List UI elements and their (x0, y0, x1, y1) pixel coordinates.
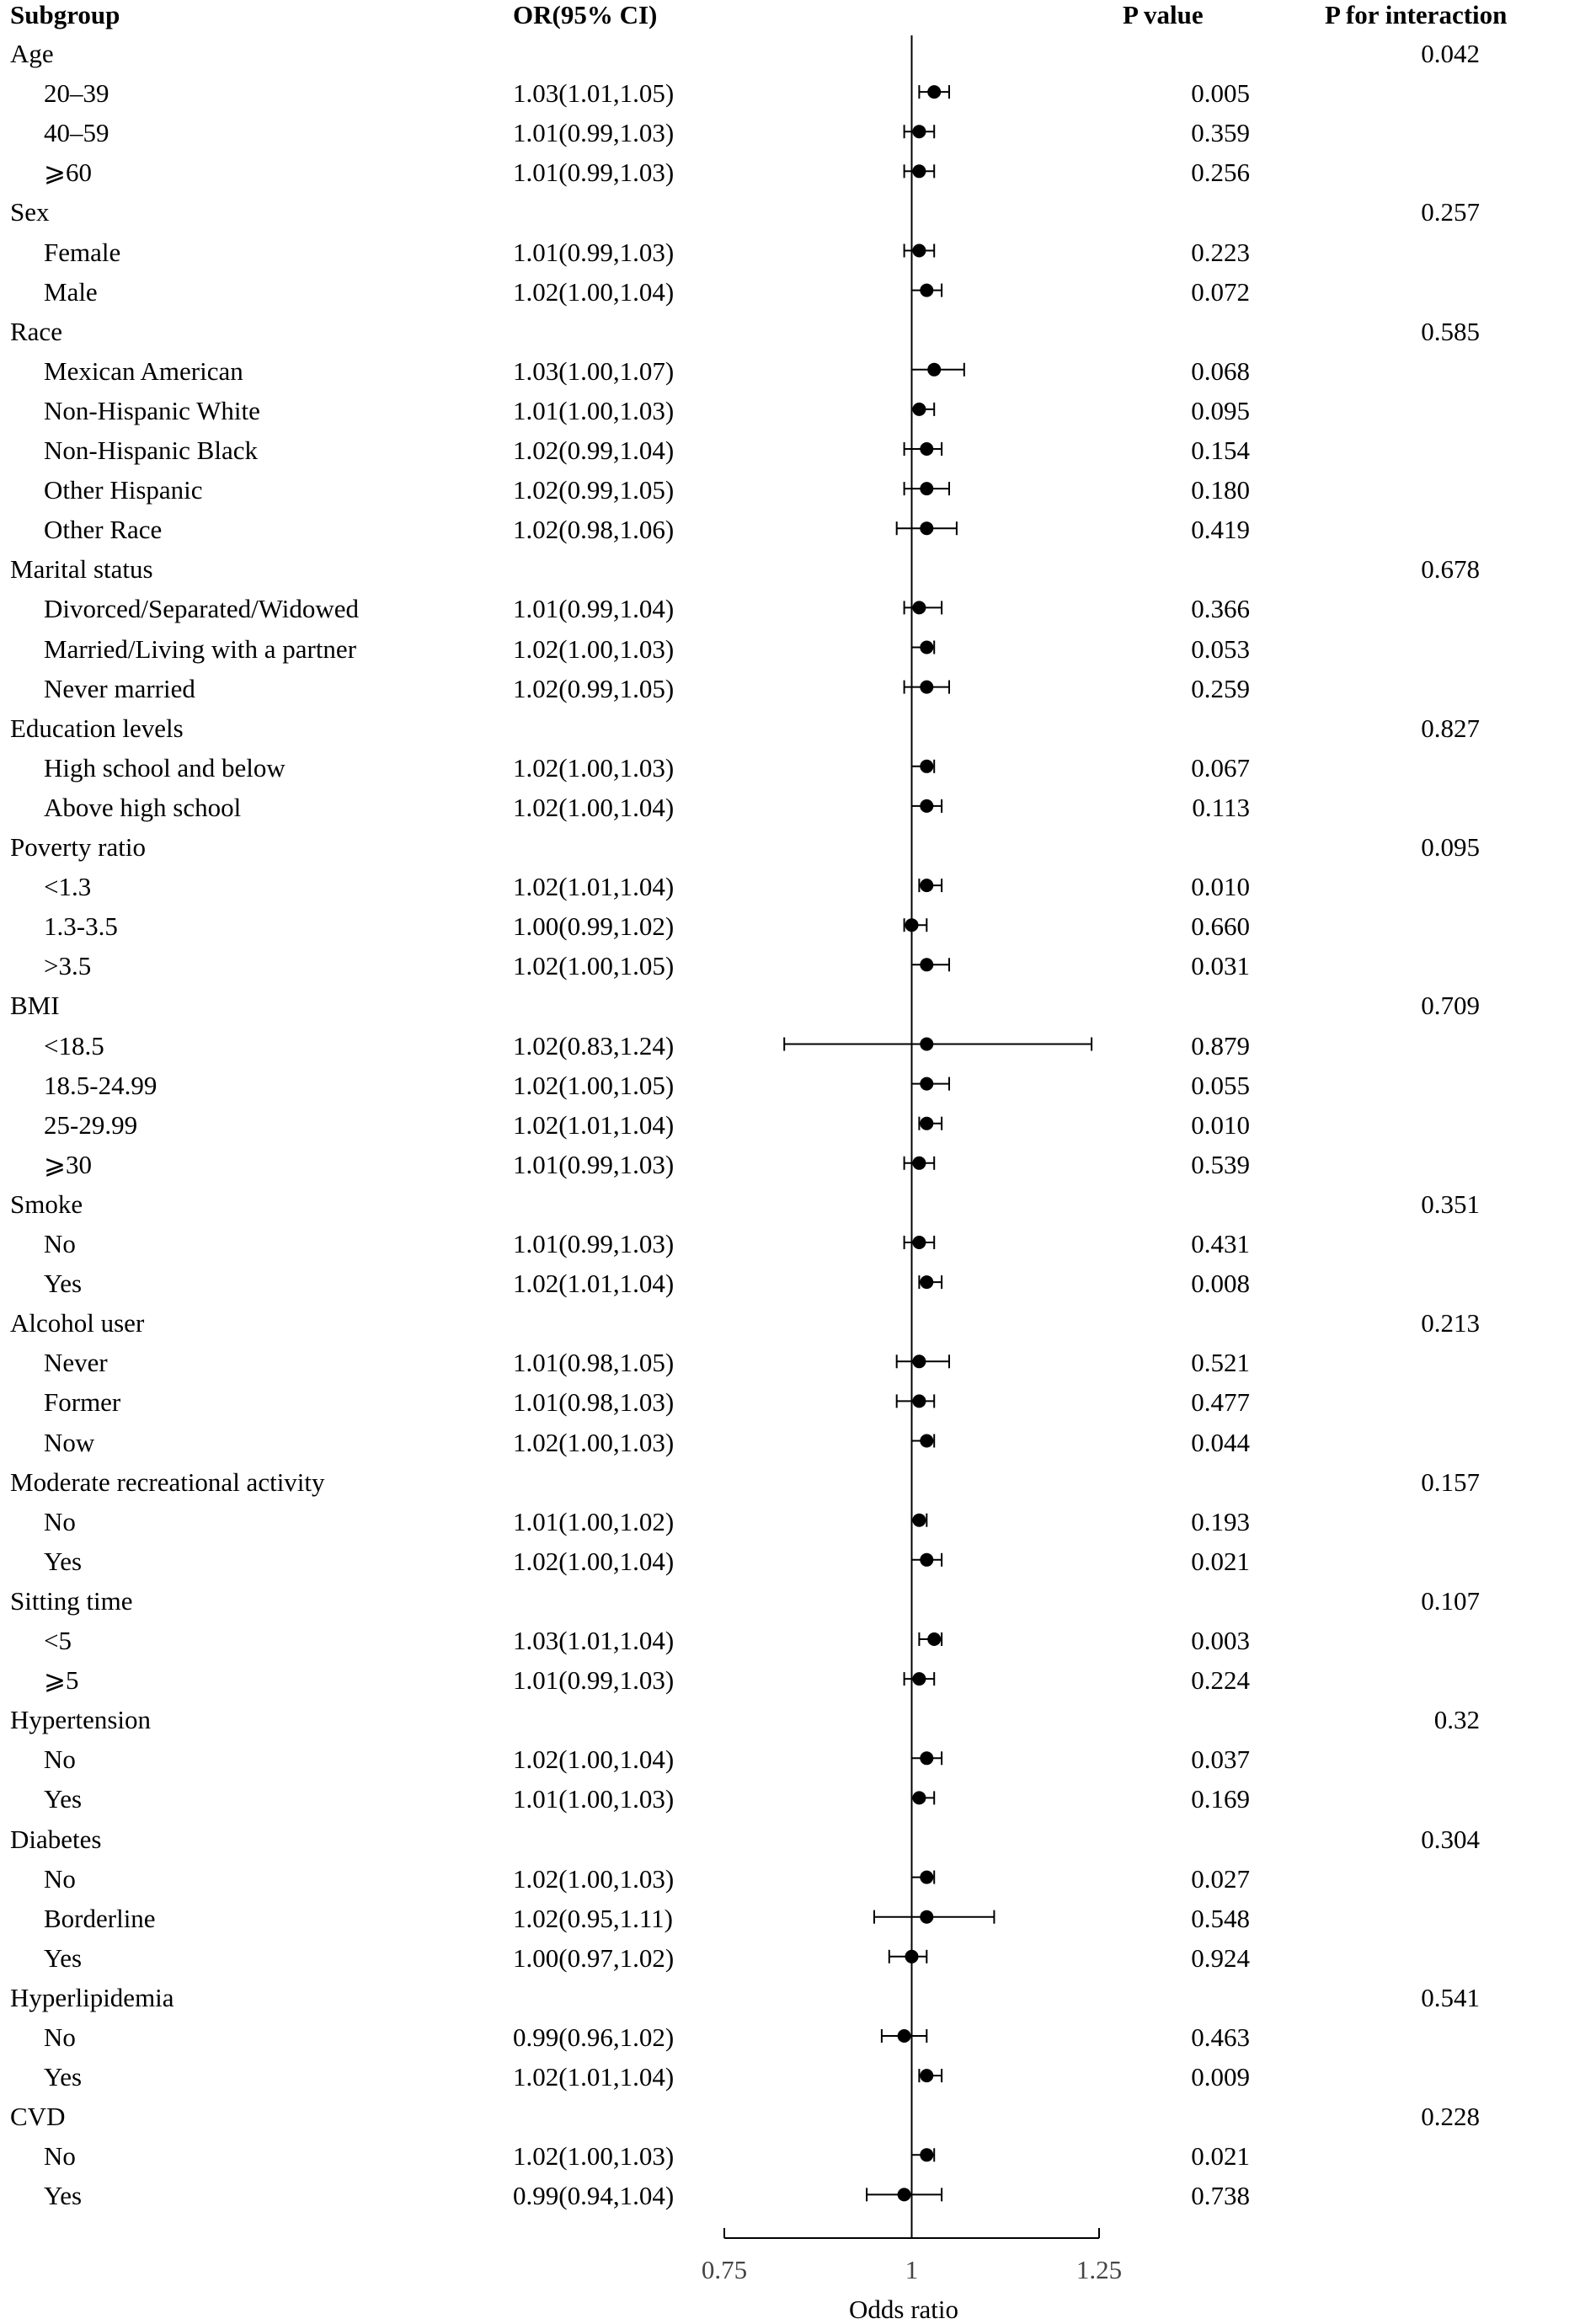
point-estimate (920, 879, 933, 892)
p-interaction-value: 0.042 (1421, 39, 1480, 68)
p-interaction-value: 0.541 (1421, 1982, 1480, 2012)
subgroup-label: Female (44, 237, 121, 267)
point-estimate (920, 760, 933, 773)
or-ci-text: 1.02(1.01,1.04) (513, 2062, 675, 2092)
group-label: Moderate recreational activity (10, 1467, 325, 1497)
p-value-text: 0.924 (1191, 1942, 1250, 1973)
subgroup-label: Married/Living with a partner (44, 633, 357, 664)
or-ci-text: 1.02(1.01,1.04) (513, 1109, 675, 1140)
point-estimate (920, 521, 933, 535)
point-estimate (912, 244, 926, 258)
group-label: Sitting time (10, 1585, 133, 1616)
p-value-text: 0.027 (1191, 1863, 1250, 1894)
or-ci-text: 1.02(0.99,1.05) (513, 673, 675, 703)
or-ci-text: 1.02(1.00,1.05) (513, 1070, 675, 1100)
p-interaction-value: 0.107 (1421, 1585, 1480, 1616)
header-p-value: P value (1123, 0, 1204, 29)
subgroup-label: Never married (44, 673, 195, 703)
p-interaction-value: 0.351 (1421, 1189, 1480, 1219)
subgroup-label: Yes (44, 1784, 83, 1814)
p-value-text: 0.259 (1191, 673, 1250, 703)
subgroup-label: 40–59 (44, 118, 109, 148)
subgroup-label: Borderline (44, 1903, 156, 1933)
p-value-text: 0.224 (1191, 1665, 1250, 1696)
p-value-text: 0.031 (1191, 951, 1250, 981)
subgroup-label: Yes (44, 1942, 83, 1973)
point-estimate (920, 1275, 933, 1289)
p-value-text: 0.005 (1191, 78, 1250, 109)
group-label: Diabetes (10, 1824, 102, 1854)
point-estimate (927, 85, 941, 99)
point-estimate (920, 284, 933, 297)
header-subgroup: Subgroup (10, 0, 120, 29)
point-estimate (920, 2069, 933, 2082)
group-label: Marital status (10, 554, 153, 585)
p-value-text: 0.477 (1191, 1387, 1250, 1418)
or-ci-text: 1.03(1.01,1.05) (513, 78, 675, 109)
group-label: Hypertension (10, 1705, 152, 1735)
p-interaction-value: 0.257 (1421, 197, 1480, 227)
p-value-text: 0.072 (1191, 276, 1250, 307)
p-value-text: 0.067 (1191, 752, 1250, 783)
or-ci-text: 0.99(0.96,1.02) (513, 2022, 675, 2052)
subgroup-label: Yes (44, 1269, 83, 1299)
group-label: BMI (10, 991, 60, 1021)
x-tick-label: 1.25 (1076, 2255, 1123, 2284)
point-estimate (898, 2029, 911, 2043)
p-value-text: 0.010 (1191, 872, 1250, 902)
p-value-text: 0.037 (1191, 1744, 1250, 1775)
point-estimate (920, 1117, 933, 1130)
subgroup-label: Other Race (44, 515, 163, 545)
or-ci-text: 1.01(0.99,1.03) (513, 237, 675, 267)
subgroup-label: No (44, 1506, 76, 1536)
subgroup-label: 18.5-24.99 (44, 1070, 157, 1100)
group-label: Smoke (10, 1189, 83, 1219)
or-ci-text: 1.01(0.99,1.03) (513, 158, 675, 188)
p-value-text: 0.053 (1191, 633, 1250, 664)
point-estimate (912, 403, 926, 416)
point-estimate (912, 1354, 926, 1368)
p-interaction-value: 0.827 (1421, 713, 1480, 743)
subgroup-label: No (44, 1744, 76, 1775)
or-ci-text: 1.01(0.99,1.03) (513, 118, 675, 148)
point-estimate (920, 2148, 933, 2161)
subgroup-label: Yes (44, 2181, 83, 2211)
or-ci-text: 1.00(0.97,1.02) (513, 1942, 675, 1973)
subgroup-label: No (44, 1229, 76, 1258)
or-ci-text: 1.02(0.99,1.05) (513, 475, 675, 505)
p-interaction-value: 0.585 (1421, 316, 1480, 346)
p-value-text: 0.008 (1191, 1269, 1250, 1299)
point-estimate (920, 641, 933, 654)
p-value-text: 0.010 (1191, 1109, 1250, 1140)
or-ci-text: 1.01(0.99,1.04) (513, 594, 675, 624)
or-ci-text: 0.99(0.94,1.04) (513, 2181, 675, 2211)
group-label: Education levels (10, 713, 184, 743)
point-estimate (912, 1236, 926, 1249)
or-ci-text: 1.02(1.00,1.03) (513, 752, 675, 783)
point-estimate (912, 125, 926, 138)
group-label: Age (10, 39, 54, 68)
p-value-text: 0.879 (1191, 1030, 1250, 1060)
p-interaction-value: 0.709 (1421, 991, 1480, 1021)
subgroup-label: <18.5 (44, 1030, 104, 1060)
subgroup-label: <1.3 (44, 872, 92, 902)
p-value-text: 0.463 (1191, 2022, 1250, 2052)
p-value-text: 0.180 (1191, 475, 1250, 505)
x-axis-label: Odds ratio (849, 2295, 959, 2324)
or-ci-text: 1.01(0.98,1.03) (513, 1387, 675, 1418)
subgroup-label: 1.3-3.5 (44, 911, 118, 942)
or-ci-text: 1.02(1.01,1.04) (513, 1269, 675, 1299)
p-interaction-value: 0.678 (1421, 554, 1480, 585)
or-ci-text: 1.01(0.99,1.03) (513, 1149, 675, 1179)
point-estimate (920, 681, 933, 694)
subgroup-label: Male (44, 276, 98, 307)
point-estimate (920, 799, 933, 813)
p-interaction-value: 0.228 (1421, 2102, 1480, 2132)
point-estimate (912, 164, 926, 178)
point-estimate (920, 1871, 933, 1884)
or-ci-text: 1.01(0.99,1.03) (513, 1229, 675, 1258)
point-estimate (920, 1910, 933, 1924)
p-value-text: 0.521 (1191, 1348, 1250, 1378)
p-value-text: 0.169 (1191, 1784, 1250, 1814)
p-value-text: 0.548 (1191, 1903, 1250, 1933)
point-estimate (912, 1514, 926, 1527)
subgroup-label: >3.5 (44, 951, 92, 981)
point-estimate (920, 958, 933, 971)
point-estimate (920, 1038, 933, 1051)
or-ci-text: 1.02(0.83,1.24) (513, 1030, 675, 1060)
point-estimate (912, 1394, 926, 1408)
p-value-text: 0.055 (1191, 1070, 1250, 1100)
p-value-text: 0.660 (1191, 911, 1250, 942)
point-estimate (912, 601, 926, 614)
or-ci-text: 1.02(1.00,1.04) (513, 276, 675, 307)
p-value-text: 0.003 (1191, 1626, 1250, 1655)
header-or-ci: OR(95% CI) (513, 0, 658, 29)
or-ci-text: 1.02(1.00,1.05) (513, 951, 675, 981)
point-estimate (927, 363, 941, 377)
point-estimate (912, 1672, 926, 1686)
p-value-text: 0.021 (1191, 2141, 1250, 2172)
or-ci-text: 1.02(1.00,1.03) (513, 633, 675, 664)
p-interaction-value: 0.32 (1433, 1705, 1480, 1735)
p-value-text: 0.193 (1191, 1506, 1250, 1536)
p-value-text: 0.366 (1191, 594, 1250, 624)
subgroup-label: ⩾30 (44, 1149, 92, 1179)
or-ci-text: 1.01(1.00,1.02) (513, 1506, 675, 1536)
or-ci-text: 1.01(0.99,1.03) (513, 1665, 675, 1696)
p-value-text: 0.419 (1191, 515, 1250, 545)
or-ci-text: 1.02(1.01,1.04) (513, 872, 675, 902)
p-value-text: 0.154 (1191, 435, 1250, 465)
or-ci-text: 1.03(1.00,1.07) (513, 355, 675, 386)
x-tick-label: 0.75 (701, 2255, 748, 2284)
group-label: Hyperlipidemia (10, 1982, 174, 2012)
subgroup-label: Other Hispanic (44, 475, 203, 505)
group-label: Alcohol user (10, 1308, 145, 1338)
subgroup-label: ⩾5 (44, 1665, 79, 1696)
x-tick-label: 1 (905, 2255, 919, 2284)
p-value-text: 0.113 (1192, 792, 1250, 822)
or-ci-text: 1.02(0.99,1.04) (513, 435, 675, 465)
subgroup-label: Former (44, 1387, 121, 1418)
p-value-text: 0.256 (1191, 158, 1250, 188)
p-value-text: 0.738 (1191, 2181, 1250, 2211)
or-ci-text: 1.02(1.00,1.04) (513, 792, 675, 822)
p-value-text: 0.539 (1191, 1149, 1250, 1179)
or-ci-text: 1.00(0.99,1.02) (513, 911, 675, 942)
p-interaction-value: 0.157 (1421, 1467, 1480, 1497)
p-value-text: 0.068 (1191, 355, 1250, 386)
p-value-text: 0.009 (1191, 2062, 1250, 2092)
point-estimate (912, 1157, 926, 1170)
group-label: Sex (10, 197, 50, 227)
p-value-text: 0.044 (1191, 1427, 1250, 1457)
subgroup-label: Yes (44, 2062, 83, 2092)
p-value-text: 0.095 (1191, 395, 1250, 425)
subgroup-label: High school and below (44, 752, 286, 783)
p-value-text: 0.223 (1191, 237, 1250, 267)
group-label: CVD (10, 2102, 66, 2132)
or-ci-text: 1.02(1.00,1.03) (513, 1863, 675, 1894)
point-estimate (920, 1434, 933, 1448)
or-ci-text: 1.01(1.00,1.03) (513, 395, 675, 425)
or-ci-text: 1.03(1.01,1.04) (513, 1626, 675, 1655)
header-p-interaction: P for interaction (1325, 0, 1508, 29)
or-ci-text: 1.02(1.00,1.03) (513, 1427, 675, 1457)
subgroup-label: ⩾60 (44, 158, 92, 188)
point-estimate (927, 1632, 941, 1646)
subgroup-label: No (44, 2141, 76, 2172)
subgroup-label: Now (44, 1427, 95, 1457)
or-ci-text: 1.01(0.98,1.05) (513, 1348, 675, 1378)
p-value-text: 0.021 (1191, 1546, 1250, 1576)
subgroup-label: Mexican American (44, 355, 243, 386)
p-interaction-value: 0.304 (1421, 1824, 1480, 1854)
subgroup-label: No (44, 2022, 76, 2052)
subgroup-label: No (44, 1863, 76, 1894)
point-estimate (912, 1791, 926, 1804)
or-ci-text: 1.02(1.00,1.04) (513, 1546, 675, 1576)
point-estimate (920, 1553, 933, 1567)
point-estimate (920, 1751, 933, 1765)
subgroup-label: 20–39 (44, 78, 109, 109)
or-ci-text: 1.02(0.95,1.11) (513, 1903, 673, 1933)
point-estimate (920, 442, 933, 456)
or-ci-text: 1.02(0.98,1.06) (513, 515, 675, 545)
p-interaction-value: 0.213 (1421, 1308, 1480, 1338)
subgroup-label: Above high school (44, 792, 242, 822)
p-value-text: 0.431 (1191, 1229, 1250, 1258)
or-ci-text: 1.02(1.00,1.04) (513, 1744, 675, 1775)
subgroup-label: Non-Hispanic White (44, 395, 260, 425)
p-value-text: 0.359 (1191, 118, 1250, 148)
group-label: Race (10, 316, 62, 346)
or-ci-text: 1.01(1.00,1.03) (513, 1784, 675, 1814)
subgroup-label: Non-Hispanic Black (44, 435, 258, 465)
subgroup-label: <5 (44, 1626, 72, 1655)
or-ci-text: 1.02(1.00,1.03) (513, 2141, 675, 2172)
subgroup-label: Divorced/Separated/Widowed (44, 594, 360, 624)
group-label: Poverty ratio (10, 832, 146, 862)
p-interaction-value: 0.095 (1421, 832, 1480, 862)
subgroup-label: Never (44, 1348, 108, 1378)
subgroup-label: 25-29.99 (44, 1109, 138, 1140)
point-estimate (920, 482, 933, 495)
point-estimate (898, 2188, 911, 2201)
point-estimate (920, 1077, 933, 1091)
subgroup-label: Yes (44, 1546, 83, 1576)
